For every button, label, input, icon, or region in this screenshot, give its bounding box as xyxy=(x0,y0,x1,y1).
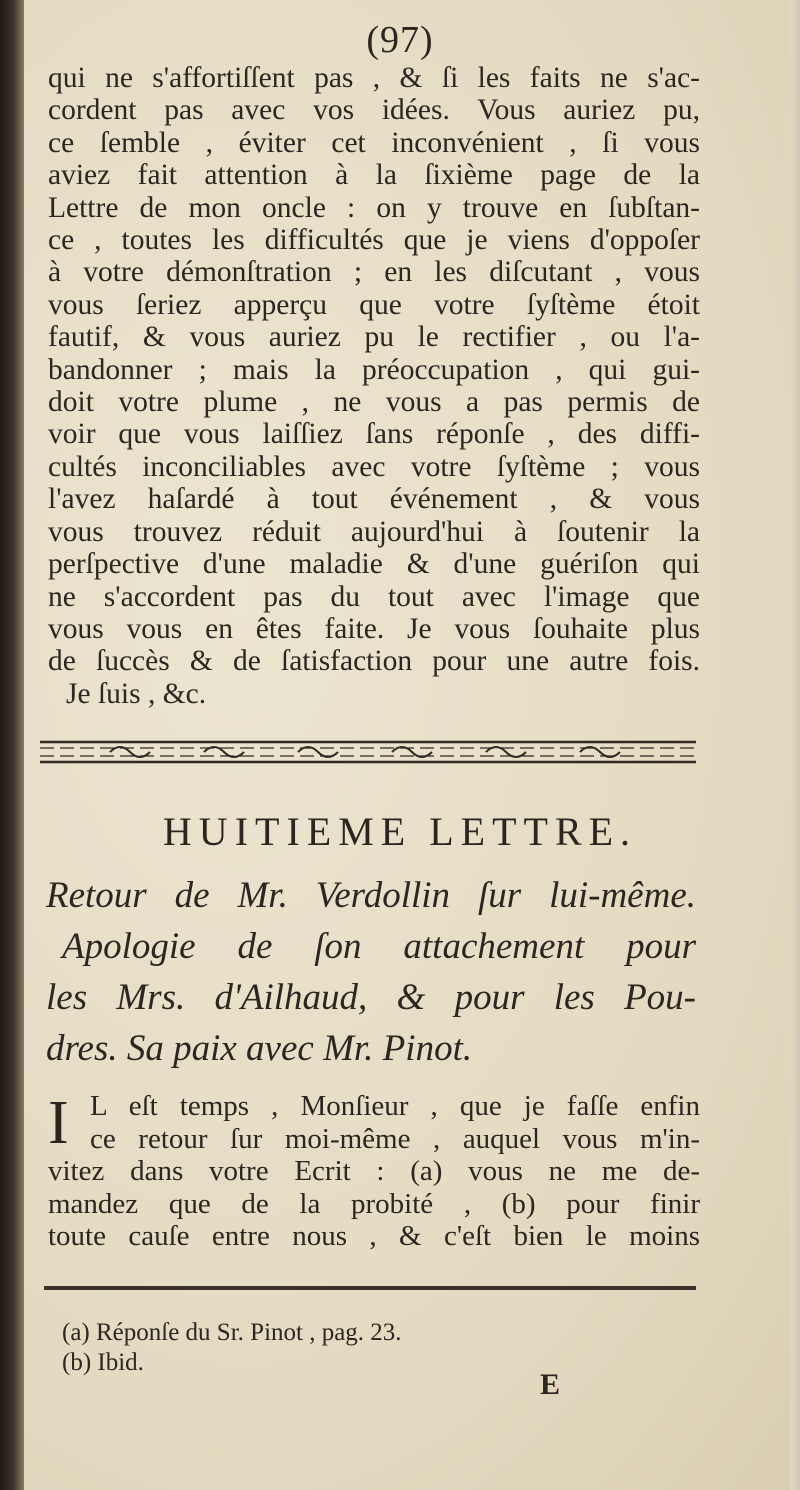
summary-line: Retour de Mr. Verdollin ſur lui-même. xyxy=(46,875,696,916)
body-line: doit votre plume , ne vous a pas permis de xyxy=(48,386,700,419)
body-line: mandez que de la probité , (b) pour finir xyxy=(48,1187,700,1220)
closing-line: Je ſuis , &c. xyxy=(66,677,207,710)
signature-mark: E xyxy=(540,1368,561,1401)
book-spine xyxy=(0,0,24,1490)
ornamental-divider xyxy=(40,738,696,766)
page-number: (97) xyxy=(366,19,434,61)
summary-line: dres. Sa paix avec Mr. Pinot. xyxy=(46,1028,473,1069)
body-line: de ſuccès & de ſatisfaction pour une autre fois. xyxy=(48,645,700,678)
footnote-rule xyxy=(44,1286,696,1290)
summary-line: les Mrs. d'Ailhaud, & pour les Pou- xyxy=(46,977,696,1018)
body-text xyxy=(48,62,700,710)
summary-line: Apologie de ſon attachement pour xyxy=(62,926,696,967)
letter-opening xyxy=(48,1090,700,1253)
body-line: ce ſemble , éviter cet inconvénient , ſi vous xyxy=(48,126,700,159)
body-line: voir que vous laiſſiez ſans réponſe , des diffi- xyxy=(48,418,700,451)
body-line: cordent pas avec vos idées. Vous auriez pu, xyxy=(48,94,700,127)
page-edge xyxy=(790,0,800,1490)
footnotes xyxy=(62,1318,402,1378)
body-line: perſpective d'une maladie & d'une guériſon qui xyxy=(48,548,700,581)
drop-cap: I xyxy=(48,1089,69,1157)
body-line: L eſt temps , Monſieur , que je faſſe enfin xyxy=(90,1090,700,1122)
letter-summary xyxy=(46,870,696,1074)
body-line: ce , toutes les difficultés que je viens d'oppoſer xyxy=(48,224,700,257)
footnote: (b) Ibid. xyxy=(62,1349,144,1376)
footnote: (a) Réponſe du Sr. Pinot , pag. 23. xyxy=(62,1319,402,1346)
body-line: l'avez haſardé à tout événement , & vous xyxy=(48,483,700,516)
body-line: à votre démonſtration ; en les diſcutant , vous xyxy=(48,256,700,289)
body-line: ne s'accordent pas du tout avec l'image que xyxy=(48,580,700,613)
letter-title: HUITIEME LETTRE. xyxy=(162,809,638,854)
body-line: aviez fait attention à la ſixième page de la xyxy=(48,159,700,192)
body-line: fautif, & vous auriez pu le rectifier , ou l'a- xyxy=(48,321,700,354)
body-line: ce retour ſur moi-même , auquel vous m'in- xyxy=(90,1122,700,1155)
body-line: cultés inconciliables avec votre ſyſtème ; vous xyxy=(48,450,700,483)
body-line: vitez dans votre Ecrit : (a) vous ne me de- xyxy=(48,1155,700,1187)
body-line: vous vous en êtes faite. Je vous ſouhaite plus xyxy=(48,612,700,645)
body-line: qui ne s'affortiſſent pas , & ſi les faits ne s'ac- xyxy=(48,62,700,94)
body-line: Lettre de mon oncle : on y trouve en ſubſtan- xyxy=(48,191,700,224)
body-line: vous ſeriez apperçu que votre ſyſtème étoit xyxy=(48,288,700,321)
body-line: vous trouvez réduit aujourd'hui à ſoutenir la xyxy=(48,515,700,548)
body-line: toute cauſe entre nous , & c'eſt bien le moins xyxy=(48,1220,700,1252)
body-line: bandonner ; mais la préoccupation , qui gui- xyxy=(48,353,700,386)
